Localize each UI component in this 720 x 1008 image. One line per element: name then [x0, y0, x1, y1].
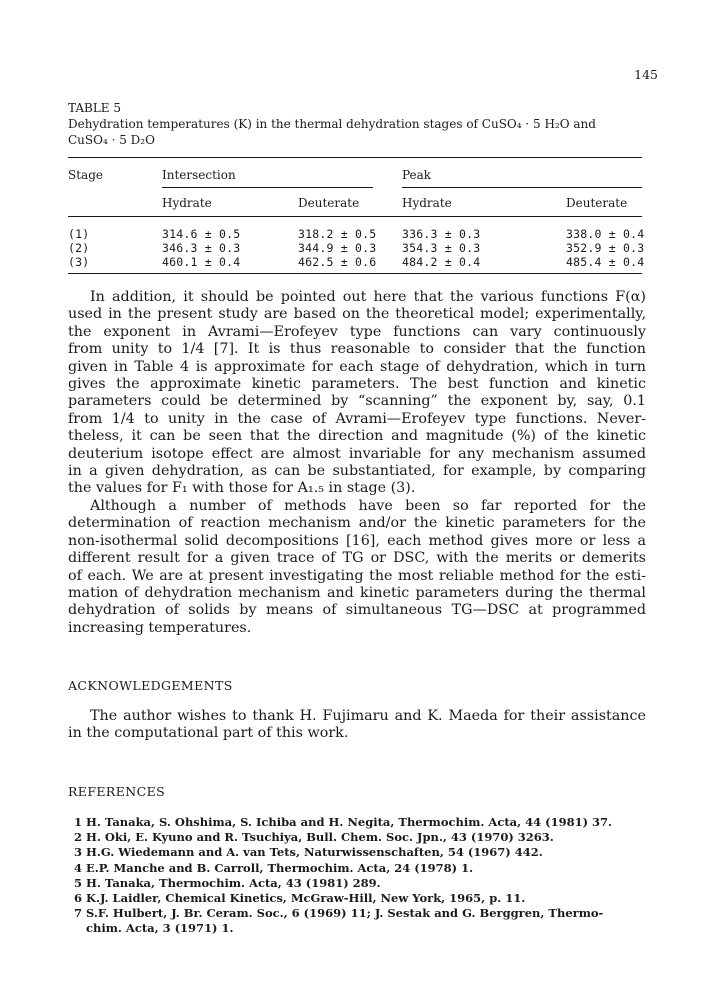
table-cell: 352.9 ± 0.3 — [566, 241, 645, 255]
table-cell: 344.9 ± 0.3 — [298, 241, 377, 255]
text-line: from 1/4 to unity in the case of Avrami—Erofeyev type functions. Never- — [68, 410, 646, 427]
col-group-peak: Peak — [402, 168, 432, 182]
table-cell: 314.6 ± 0.5 — [162, 227, 241, 241]
reference-item: 6 K.J. Laidler, Chemical Kinetics, McGraw-Hill, New York, 1965, p. 11. — [74, 891, 526, 906]
text-line: gives the approximate kinetic parameters. The best function and kinetic — [68, 375, 646, 392]
peak-subrule — [402, 187, 642, 188]
table-cell: 346.3 ± 0.3 — [162, 241, 241, 255]
col-header-deuterate-2: Deuterate — [566, 196, 628, 210]
acknowledgements-heading: ACKNOWLEDGEMENTS — [68, 678, 233, 693]
text-line: of each. We are at present investigating the most reliable method for the esti- — [68, 567, 646, 584]
reference-item: 4 E.P. Manche and B. Carroll, Thermochim. Acta, 24 (1978) 1. — [74, 860, 474, 875]
text-line: dehydration of solids by means of simultaneous TG—DSC at programmed — [68, 602, 646, 619]
table-cell: 460.1 ± 0.4 — [162, 255, 241, 269]
table-caption-line-2: CuSO₄ · 5 D₂O — [68, 133, 155, 147]
reference-text: S.F. Hulbert, J. Br. Ceram. Soc., 6 (1969) 11; J. Sestak and G. Berggren, Thermo- — [86, 906, 604, 921]
reference-text: H. Oki, E. Kyuno and R. Tsuchiya, Bull. Chem. Soc. Jpn., 43 (1970) 3263. — [86, 830, 554, 845]
references-heading: REFERENCES — [68, 784, 166, 799]
text-line: increasing temperatures. — [68, 619, 252, 636]
table-cell-stage: (1) — [68, 227, 90, 241]
reference-item: 3 H.G. Wiedemann and A. van Tets, Naturwissenschaften, 54 (1967) 442. — [74, 845, 543, 860]
reference-item: 1 H. Tanaka, S. Ohshima, S. Ichiba and H. Negita, Thermochim. Acta, 44 (1981) 37. — [74, 815, 613, 829]
page-number: 145 — [634, 67, 658, 82]
table-cell-stage: (3) — [68, 255, 90, 269]
text-line: determination of reaction mechanism and/or the kinetic parameters for the — [68, 515, 646, 532]
text-line: theless, it can be seen that the direction and magnitude (%) of the kinetic — [68, 428, 646, 445]
body-paragraph-2 — [68, 498, 646, 637]
text-line: given in Table 4 is approximate for each stage of dehydration, which in turn — [68, 358, 646, 375]
table-caption — [68, 100, 648, 148]
reference-item: 7 S.F. Hulbert, J. Br. Ceram. Soc., 6 (1969) 11; J. Sestak and G. Berggren, Thermo- chim. Acta, 3 (1971) 1. — [68, 906, 648, 936]
reference-text: H. Tanaka, Thermochim. Acta, 43 (1981) 289. — [86, 875, 381, 890]
table-caption-line-1: Dehydration temperatures (K) in the thermal dehydration stages of CuSO₄ · 5 H₂O and — [68, 117, 596, 131]
col-header-hydrate-1: Hydrate — [162, 196, 212, 210]
table-cell: 354.3 ± 0.3 — [402, 241, 481, 255]
text-line: deuterium isotope effect are almost invariable for any mechanism assumed — [68, 445, 646, 462]
table-cell: 318.2 ± 0.5 — [298, 227, 377, 241]
col-header-hydrate-2: Hydrate — [402, 196, 452, 210]
acknowledgements-text — [68, 708, 646, 743]
col-header-deuterate-1: Deuterate — [298, 196, 360, 210]
text-line: The author wishes to thank H. Fujimaru and K. Maeda for their assistance — [90, 708, 646, 724]
reference-item: 5 H. Tanaka, Thermochim. Acta, 43 (1981) 289. — [74, 875, 381, 890]
body-paragraph-1 — [68, 289, 646, 498]
intersection-subrule — [162, 187, 373, 188]
table-bottom-rule — [68, 273, 642, 274]
text-line: In addition, it should be pointed out here that the various functions F(α) — [90, 289, 646, 305]
reference-text: H. Tanaka, S. Ohshima, S. Ichiba and H. Negita, Thermochim. Acta, 44 (1981) 37. — [86, 815, 613, 829]
text-line: different result for a given trace of TG or DSC, with the merits or demerits — [68, 550, 646, 567]
reference-item: 2 H. Oki, E. Kyuno and R. Tsuchiya, Bull. Chem. Soc. Jpn., 43 (1970) 3263. — [74, 830, 554, 845]
text-line: in a given dehydration, as can be substantiated, for example, by comparing — [68, 462, 646, 479]
text-line: parameters could be determined by “scanning” the exponent by, say, 0.1 — [68, 393, 646, 410]
reference-text: H.G. Wiedemann and A. van Tets, Naturwissenschaften, 54 (1967) 442. — [86, 845, 543, 860]
references-list — [68, 815, 648, 937]
table-cell-stage: (2) — [68, 241, 90, 255]
table-cell: 485.4 ± 0.4 — [566, 255, 645, 269]
text-line: mation of dehydration mechanism and kinetic parameters during the thermal — [68, 584, 646, 601]
text-line: non-isothermal solid decompositions [16], each method gives more or less a — [68, 532, 646, 549]
text-line: in the computational part of this work. — [68, 725, 349, 742]
reference-text: E.P. Manche and B. Carroll, Thermochim. Acta, 24 (1978) 1. — [86, 860, 474, 875]
reference-text: K.J. Laidler, Chemical Kinetics, McGraw-Hill, New York, 1965, p. 11. — [86, 891, 526, 906]
col-group-intersection: Intersection — [162, 168, 236, 182]
col-header-stage: Stage — [68, 168, 103, 182]
table-title: TABLE 5 — [68, 101, 122, 115]
text-line: from unity to 1/4 [7]. It is thus reasonable to consider that the function — [68, 341, 646, 358]
text-line: the exponent in Avrami—Erofeyev type functions can vary continuously — [68, 323, 646, 340]
table-top-rule — [68, 157, 642, 158]
table-header-rule — [68, 216, 642, 217]
text-line: Although a number of methods have been so far reported for the — [90, 498, 646, 514]
reference-text-continued: chim. Acta, 3 (1971) 1. — [86, 921, 234, 936]
table-cell: 462.5 ± 0.6 — [298, 255, 377, 269]
table-cell: 336.3 ± 0.3 — [402, 227, 481, 241]
table-cell: 484.2 ± 0.4 — [402, 255, 481, 269]
table-cell: 338.0 ± 0.4 — [566, 227, 645, 241]
text-line: used in the present study are based on the theoretical model; experimentally, — [68, 306, 646, 323]
text-line: the values for F₁ with those for A₁.₅ in stage (3). — [68, 480, 416, 497]
